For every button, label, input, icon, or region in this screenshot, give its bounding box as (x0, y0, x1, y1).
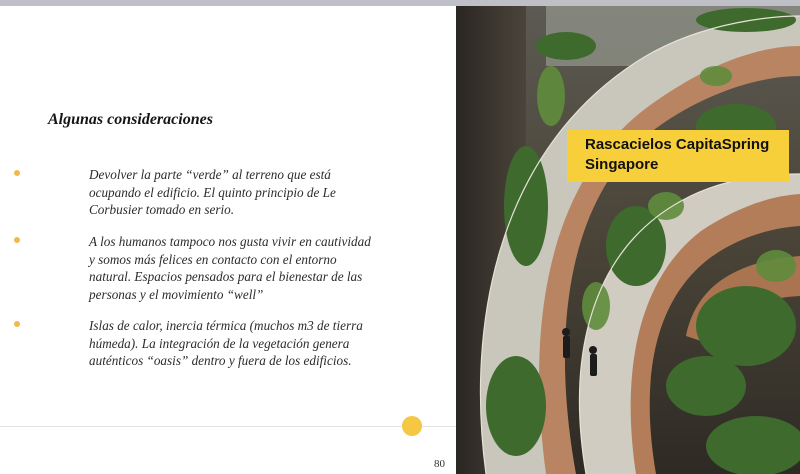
bullet-line: húmeda). La integración de la vegetación genera (89, 335, 350, 351)
bullet-line: Islas de calor, inercia térmica (muchos m3 de tierra (89, 318, 363, 333)
bullet-line: y somos más felices en contacto con el entorno (89, 251, 337, 267)
bullet-line: natural. Espacios pensados para el bienestar de las (89, 269, 363, 285)
bullet-text (89, 233, 399, 303)
photo-caption (567, 130, 789, 182)
section-heading: Algunas consideraciones (48, 111, 213, 128)
bullet-line: ocupando el edificio. El quinto principio de Le (89, 184, 336, 200)
bullet-line: auténticos “oasis” dentro y fuera de los edificios. (89, 353, 352, 369)
atrium-illustration (456, 6, 800, 474)
bullet-text (89, 317, 399, 370)
bullet-line: Corbusier tomado en serio. (89, 202, 235, 218)
page-number: 80 (434, 458, 445, 470)
page-marker-dot (402, 416, 422, 436)
bullet-text (89, 166, 399, 219)
bullet-line: Devolver la parte “verde” al terreno que está (89, 167, 331, 182)
caption-line: Singapore (585, 156, 659, 173)
bullet-line: A los humanos tampoco nos gusta vivir en cautividad (89, 234, 371, 249)
building-photo (456, 6, 800, 474)
bullet-line: personas y el movimiento “well” (89, 286, 264, 302)
bullet-dot (14, 170, 20, 176)
caption-line: Rascacielos CapitaSpring (585, 136, 770, 153)
bullet-dot (14, 321, 20, 327)
bullet-dot (14, 237, 20, 243)
footer-divider (0, 426, 456, 427)
